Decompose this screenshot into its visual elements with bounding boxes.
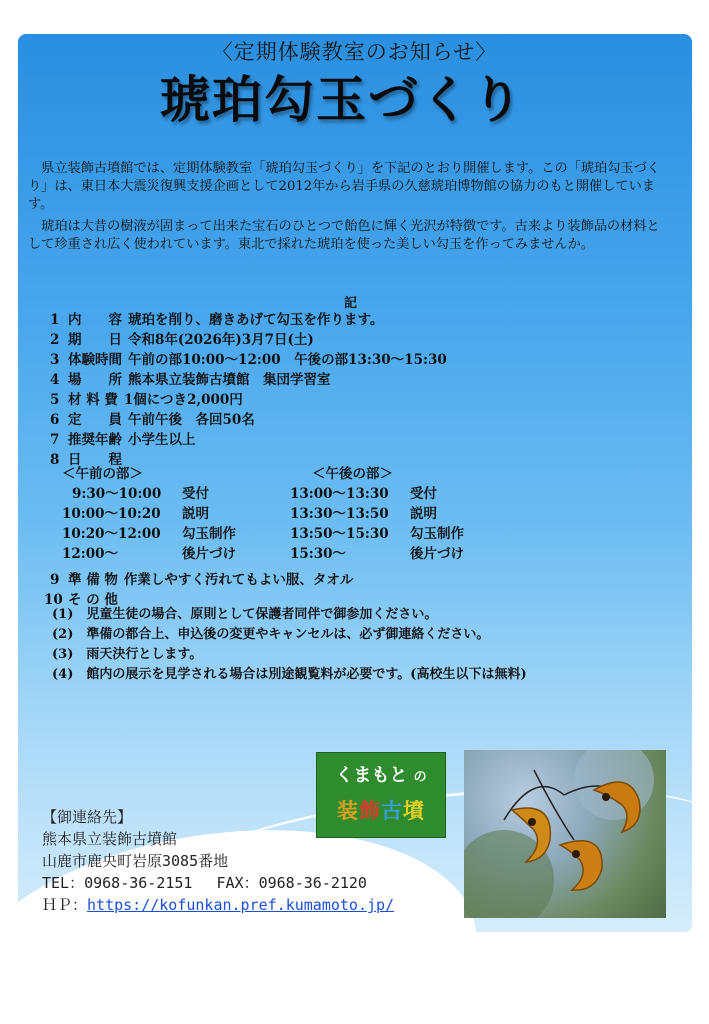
detail-item: 1 内 容 琥珀を削り、磨きあげて勾玉を作ります。: [50, 312, 384, 328]
intro-paragraph-2: 琥珀は大昔の樹液が固まって出来た宝石のひとつで飴色に輝く光沢が特徴です。古来より装飾品の材料として珍重され広く使われています。東北で採れた琥珀を使った美しい勾玉を作ってみませんか。: [28, 219, 660, 252]
schedule-row: 12:00～ 後片づけ: [62, 546, 236, 562]
schedule-row: 13:30～13:50 説明: [290, 506, 437, 522]
schedule-am-header: ＜午前の部＞: [62, 466, 143, 482]
detail-item: 7 推奨年齢 小学生以上: [50, 432, 196, 448]
page-title: 琥珀勾玉づくり: [160, 70, 524, 129]
ki-heading: 記: [344, 296, 358, 311]
schedule-row: 9:30～10:00 受付: [72, 486, 209, 502]
note-item: (1) 児童生徒の場合、原則として保護者同伴で御参加ください。: [52, 607, 438, 622]
schedule-row: 13:50～15:30 勾玉制作: [290, 526, 464, 542]
schedule-pm: [290, 464, 464, 564]
note-item: (2) 準備の都合上、申込後の変更やキャンセルは、必ず御連絡ください。: [52, 627, 490, 642]
schedule-am: [62, 464, 236, 564]
website-link[interactable]: https://kofunkan.pref.kumamoto.jp/: [87, 896, 395, 914]
intro-paragraph-1: 県立装飾古墳館では、定期体験教室「琥珀勾玉づくり」を下記のとおり開催します。この「琥珀勾玉づくり」は、東日本大震災復興支援企画として2012年から岩手県の久慈琥珀博物館の協力のもと開催しています。: [28, 161, 660, 212]
detail-item: 6 定 員 午前午後 各回50名: [50, 412, 255, 428]
detail-item: 2 期 日 令和8年(2026年)3月7日(土): [50, 332, 314, 348]
note-item: (3) 雨天決行とします。: [52, 647, 203, 662]
contact-website: ＨＰ：https://kofunkan.pref.kumamoto.jp/: [42, 896, 395, 914]
notes-list: [52, 605, 527, 685]
kumamoto-kofun-logo: くまもと の 装飾古墳: [316, 752, 446, 838]
contact-phone: TEL：0968-36-2151 FAX：0968-36-2120: [42, 874, 367, 892]
contact-block: [42, 806, 394, 916]
amber-magatama-photo: [464, 750, 666, 918]
note-item: (4) 館内の展示を見学される場合は別途観覧料が必要です。(高校生以下は無料): [52, 667, 527, 682]
schedule-pm-header: ＜午後の部＞: [312, 466, 393, 482]
schedule-row: 13:00～13:30 受付: [290, 486, 437, 502]
contact-name: 熊本県立装飾古墳館: [42, 830, 178, 848]
schedule-row: 10:20～12:00 勾玉制作: [62, 526, 236, 542]
schedule-row: 15:30～ 後片づけ: [290, 546, 464, 562]
detail-item: 10 そ の 他: [44, 592, 118, 608]
detail-item: 9 準 備 物 作業しやすく汚れてもよい服、タオル: [50, 572, 354, 588]
detail-item: 5 材 料 費 1個につき2,000円: [50, 392, 243, 408]
schedule-row: 10:00～10:20 説明: [62, 506, 209, 522]
detail-item: 3 体験時間 午前の部10:00～12:00 午後の部13:30～15:30: [50, 352, 447, 368]
contact-heading: 【御連絡先】: [42, 808, 133, 826]
notice-subtitle: 〈定期体験教室のお知らせ〉: [211, 40, 498, 64]
detail-item: 8 日 程: [50, 452, 122, 468]
contact-address: 山鹿市鹿央町岩原3085番地: [42, 852, 229, 870]
detail-item: 4 場 所 熊本県立装飾古墳館 集団学習室: [50, 372, 331, 388]
